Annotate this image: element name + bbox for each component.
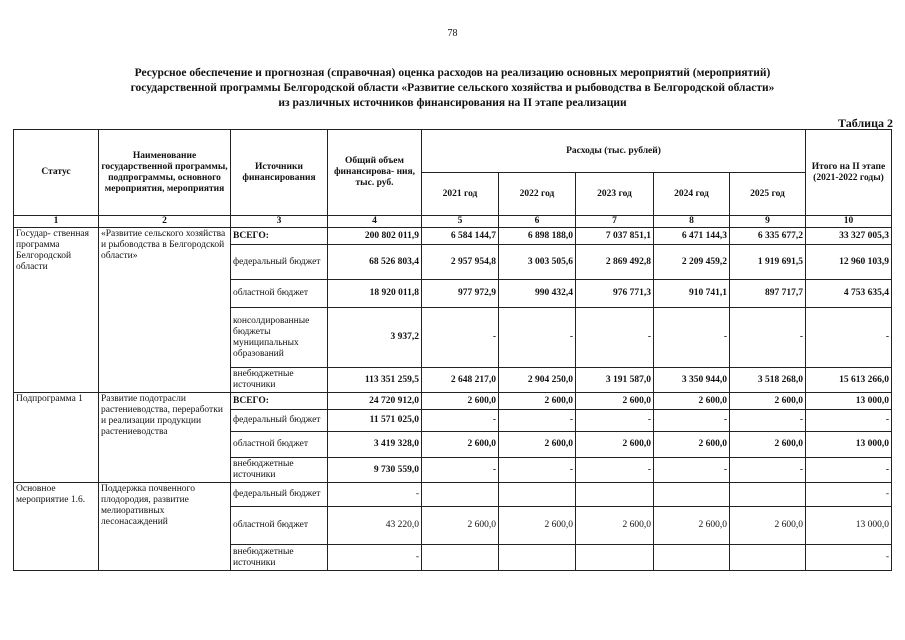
column-number: 6 [499, 216, 576, 228]
summary-cell: 13 000,0 [806, 393, 892, 410]
year-value-cell: 976 771,3 [576, 280, 654, 308]
source-cell: консолдированные бюджеты муниципальных образований [231, 308, 328, 368]
year-value-cell: 3 003 505,6 [499, 245, 576, 280]
status-cell: Государ- ственная программа Белгородской области [14, 228, 99, 393]
year-value-cell: 2 600,0 [576, 507, 654, 545]
year-value-cell: 2 600,0 [654, 393, 730, 410]
header-expenses: Расходы (тыс. рублей) [422, 130, 806, 173]
column-number: 8 [654, 216, 730, 228]
header-year: 2025 год [730, 173, 806, 216]
summary-cell: 33 327 005,3 [806, 228, 892, 245]
year-value-cell: 2 600,0 [730, 507, 806, 545]
year-value-cell: - [576, 458, 654, 483]
year-value-cell [499, 545, 576, 571]
summary-cell: - [806, 308, 892, 368]
column-number: 2 [99, 216, 231, 228]
year-value-cell: - [422, 458, 499, 483]
year-value-cell: 2 600,0 [576, 432, 654, 458]
year-value-cell: - [499, 458, 576, 483]
header-sources: Источники финансирования [231, 130, 328, 216]
year-value-cell: 897 717,7 [730, 280, 806, 308]
year-value-cell: 2 209 459,2 [654, 245, 730, 280]
source-cell: федеральный бюджет [231, 245, 328, 280]
year-value-cell: - [576, 410, 654, 432]
total-cell: 18 920 011,8 [328, 280, 422, 308]
column-number: 4 [328, 216, 422, 228]
year-value-cell: - [422, 308, 499, 368]
year-value-cell [576, 545, 654, 571]
year-value-cell: 6 471 144,3 [654, 228, 730, 245]
source-cell: внебюджетные источники [231, 368, 328, 393]
year-value-cell: 3 191 587,0 [576, 368, 654, 393]
page-number: 78 [447, 28, 458, 39]
year-value-cell: - [576, 308, 654, 368]
column-number: 3 [231, 216, 328, 228]
table-caption: Таблица 2 [838, 116, 893, 130]
table-row [14, 393, 892, 410]
header-year: 2023 год [576, 173, 654, 216]
year-value-cell: 1 919 691,5 [730, 245, 806, 280]
source-cell: областной бюджет [231, 432, 328, 458]
year-value-cell [422, 483, 499, 507]
column-numbers-row [14, 216, 892, 228]
year-value-cell: 3 350 944,0 [654, 368, 730, 393]
header-summary: Итого на II этапе (2021-2022 годы) [806, 130, 892, 216]
total-cell: 113 351 259,5 [328, 368, 422, 393]
source-cell: ВСЕГО: [231, 228, 328, 245]
year-value-cell: - [654, 458, 730, 483]
year-value-cell [654, 545, 730, 571]
header-name: Наименование государственной программы, подпрограммы, основного мероприятия, мероприятия [99, 130, 231, 216]
title-line-1: Ресурсное обеспечение и прогнозная (справочная) оценка расходов на реализацию основных мероприятий (мероприятий) [134, 67, 771, 79]
title-line-3: из различных источников финансирования на II этапе реализации [278, 97, 627, 109]
year-value-cell [499, 483, 576, 507]
total-cell: 9 730 559,0 [328, 458, 422, 483]
source-cell: федеральный бюджет [231, 410, 328, 432]
year-value-cell: 2 957 954,8 [422, 245, 499, 280]
year-value-cell [422, 545, 499, 571]
year-value-cell: 2 600,0 [499, 432, 576, 458]
total-cell: 43 220,0 [328, 507, 422, 545]
summary-cell: 13 000,0 [806, 432, 892, 458]
title-line-2: государственной программы Белгородской области «Развитие сельского хозяйства и рыбоводства в Белгородской области» [130, 82, 775, 94]
source-cell: областной бюджет [231, 507, 328, 545]
summary-cell: - [806, 545, 892, 571]
total-cell: 24 720 912,0 [328, 393, 422, 410]
total-cell: 3 937,2 [328, 308, 422, 368]
column-number: 1 [14, 216, 99, 228]
summary-cell: - [806, 458, 892, 483]
status-cell: Подпрограмма 1 [14, 393, 99, 483]
year-value-cell: - [499, 308, 576, 368]
year-value-cell: 6 335 677,2 [730, 228, 806, 245]
year-value-cell: 2 600,0 [730, 432, 806, 458]
header-year: 2024 год [654, 173, 730, 216]
header-year: 2022 год [499, 173, 576, 216]
source-cell: внебюджетные источники [231, 545, 328, 571]
year-value-cell: 2 600,0 [499, 507, 576, 545]
year-value-cell: 6 898 188,0 [499, 228, 576, 245]
table-body [14, 216, 892, 571]
source-cell: областной бюджет [231, 280, 328, 308]
total-cell: - [328, 545, 422, 571]
year-value-cell: - [654, 308, 730, 368]
year-value-cell: 2 600,0 [499, 393, 576, 410]
table-row [14, 483, 892, 507]
year-value-cell: 7 037 851,1 [576, 228, 654, 245]
year-value-cell [576, 483, 654, 507]
year-value-cell: 977 972,9 [422, 280, 499, 308]
source-cell: внебюджетные источники [231, 458, 328, 483]
year-value-cell: 2 600,0 [654, 432, 730, 458]
year-value-cell: - [730, 308, 806, 368]
total-cell: 11 571 025,0 [328, 410, 422, 432]
summary-cell: 15 613 266,0 [806, 368, 892, 393]
column-number: 10 [806, 216, 892, 228]
year-value-cell: - [422, 410, 499, 432]
header-status: Статус [14, 130, 99, 216]
total-cell: 200 802 011,9 [328, 228, 422, 245]
year-value-cell: 2 600,0 [422, 432, 499, 458]
summary-cell: - [806, 410, 892, 432]
year-value-cell: 6 584 144,7 [422, 228, 499, 245]
year-value-cell: - [730, 458, 806, 483]
year-value-cell: - [499, 410, 576, 432]
summary-cell: - [806, 483, 892, 507]
year-value-cell: 3 518 268,0 [730, 368, 806, 393]
year-value-cell: - [654, 410, 730, 432]
source-cell: ВСЕГО: [231, 393, 328, 410]
year-value-cell [730, 545, 806, 571]
total-cell: 68 526 803,4 [328, 245, 422, 280]
summary-cell: 12 960 103,9 [806, 245, 892, 280]
column-number: 7 [576, 216, 654, 228]
year-value-cell: 2 648 217,0 [422, 368, 499, 393]
status-cell: Основное мероприятие 1.6. [14, 483, 99, 571]
year-value-cell: 2 600,0 [730, 393, 806, 410]
year-value-cell: 2 600,0 [654, 507, 730, 545]
column-number: 9 [730, 216, 806, 228]
year-value-cell: 2 600,0 [422, 507, 499, 545]
year-value-cell: 2 600,0 [576, 393, 654, 410]
total-cell: - [328, 483, 422, 507]
year-value-cell: 2 869 492,8 [576, 245, 654, 280]
year-value-cell: 2 904 250,0 [499, 368, 576, 393]
name-cell: Развитие подотрасли растениеводства, переработки и реализации продукции растениеводства [99, 393, 231, 483]
year-value-cell: 910 741,1 [654, 280, 730, 308]
header-total: Общий объем финансирова- ния, тыс. руб. [328, 130, 422, 216]
document-title [40, 66, 865, 111]
column-number: 5 [422, 216, 499, 228]
year-value-cell: - [730, 410, 806, 432]
year-value-cell [654, 483, 730, 507]
year-value-cell [730, 483, 806, 507]
source-cell: федеральный бюджет [231, 483, 328, 507]
header-year: 2021 год [422, 173, 499, 216]
year-value-cell: 990 432,4 [499, 280, 576, 308]
financing-table [13, 129, 892, 571]
name-cell: Поддержка почвенного плодородия, развитие мелиоративных лесонасаждений [99, 483, 231, 571]
table-row [14, 228, 892, 245]
summary-cell: 4 753 635,4 [806, 280, 892, 308]
year-value-cell: 2 600,0 [422, 393, 499, 410]
total-cell: 3 419 328,0 [328, 432, 422, 458]
summary-cell: 13 000,0 [806, 507, 892, 545]
name-cell: «Развитие сельского хозяйства и рыбоводства в Белгородской области» [99, 228, 231, 393]
